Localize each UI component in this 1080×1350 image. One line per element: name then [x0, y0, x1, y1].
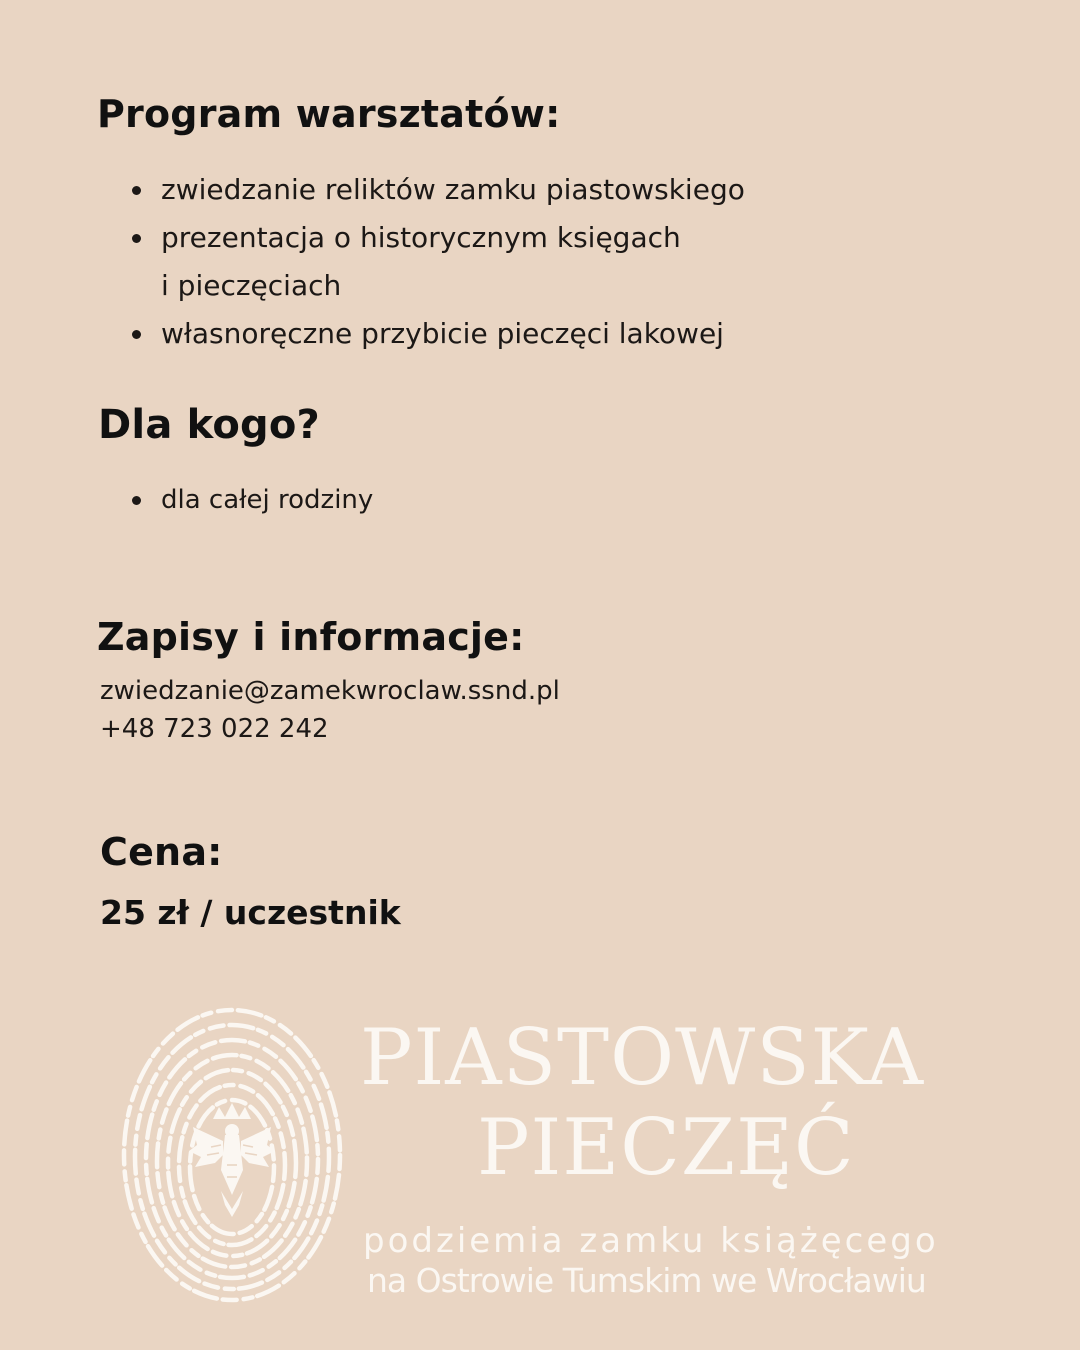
logo-title-line1: PIASTOWSKA [360, 1013, 925, 1103]
program-item-text: zwiedzanie reliktów zamku piastowskiego [161, 173, 745, 206]
contact-email: zwiedzanie@zamekwroclaw.ssnd.pl [100, 676, 560, 706]
program-item-text: własnoręczne przybicie pieczęci lakowej [161, 317, 724, 350]
contact-heading: Zapisy i informacje: [97, 615, 525, 659]
program-item [130, 214, 810, 310]
program-item [130, 166, 810, 214]
program-item-text-continued: i pieczęciach [161, 269, 342, 302]
bullet-icon [132, 186, 141, 195]
price-heading: Cena: [100, 830, 223, 874]
price-value: 25 zł / uczestnik [100, 893, 401, 932]
program-list [130, 166, 810, 358]
program-heading: Program warsztatów: [97, 92, 561, 136]
contact-phone: +48 723 022 242 [100, 714, 329, 744]
logo-title-line2: PIECZĘĆ [477, 1103, 855, 1193]
logo [115, 995, 995, 1315]
logo-subtitle-line2: na Ostrowie Tumskim we Wrocławiu [367, 1261, 926, 1300]
audience-item-text: dla całej rodziny [161, 485, 374, 515]
bullet-icon [132, 330, 141, 339]
bullet-icon [132, 496, 141, 505]
program-item [130, 310, 810, 358]
logo-subtitle-line1: podziemia zamku książęcego [363, 1221, 939, 1261]
bullet-icon [132, 234, 141, 243]
program-item-text: prezentacja o historycznym księgach [161, 221, 681, 254]
audience-item [130, 476, 630, 524]
audience-list [130, 476, 630, 524]
fingerprint-eagle-icon [115, 995, 350, 1305]
audience-heading: Dla kogo? [98, 402, 320, 448]
